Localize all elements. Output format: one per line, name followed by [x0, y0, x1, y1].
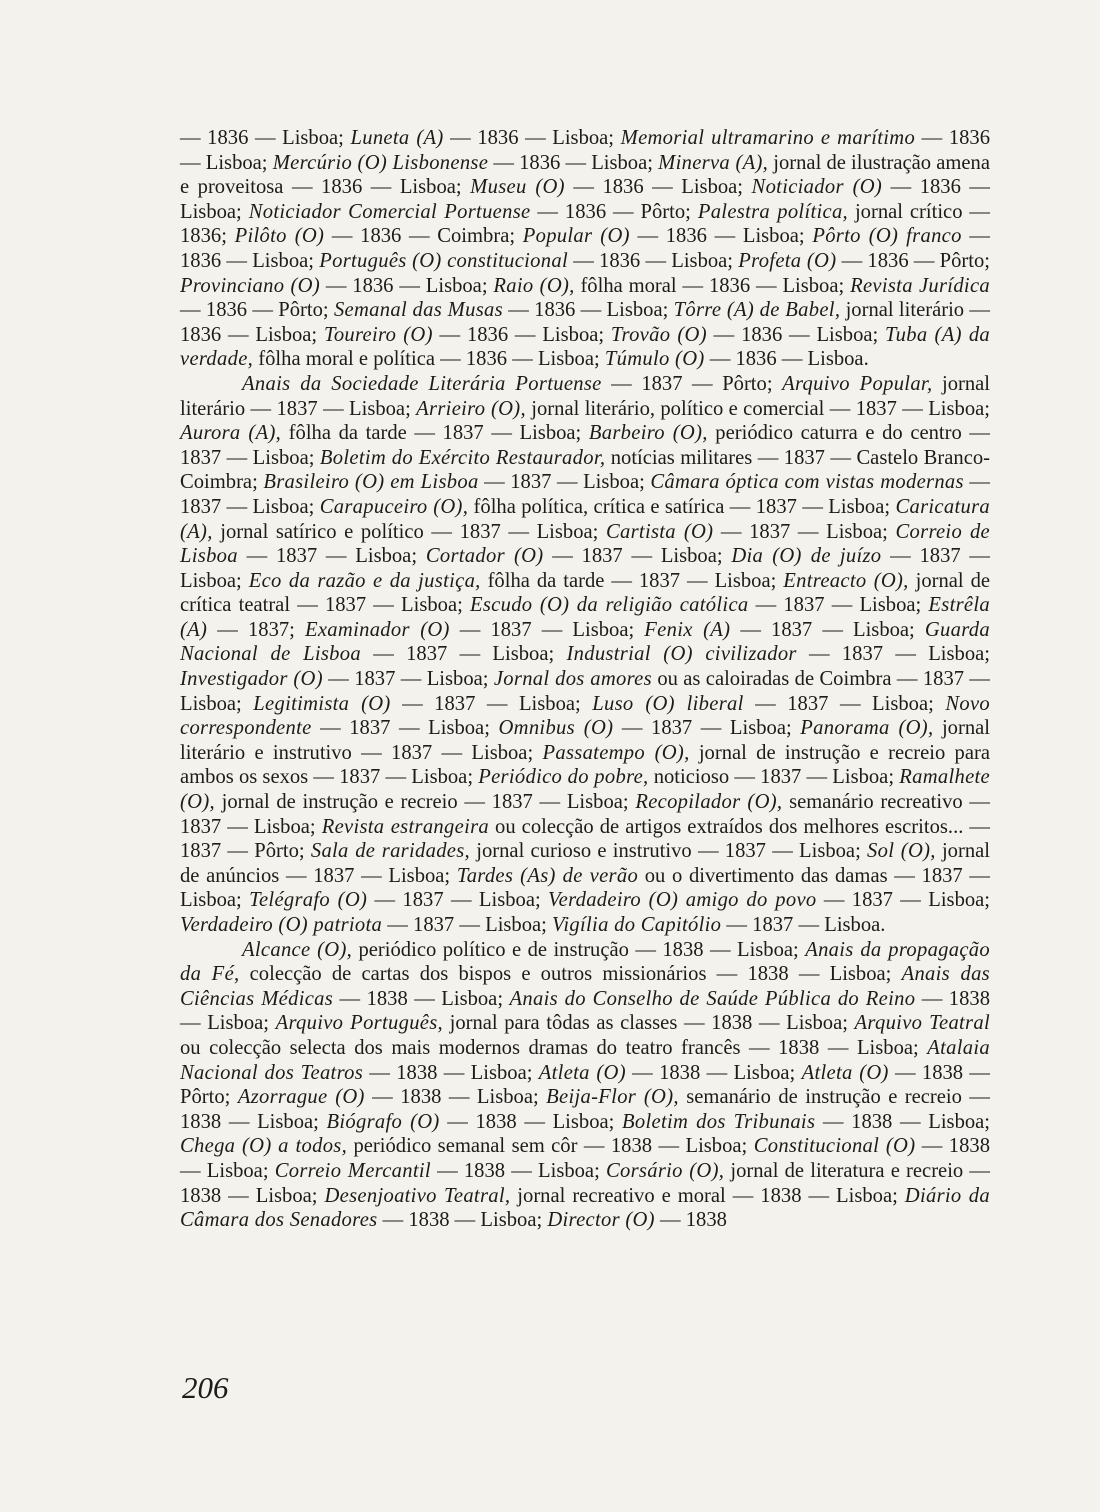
periodical-title: Verdadeiro (O) amigo do povo [548, 889, 817, 912]
periodical-title: Azorrague (O) [237, 1086, 365, 1109]
periodical-title: Sala de raridades, [310, 840, 471, 863]
entry-text: — 1837 — Lisboa; [180, 545, 991, 592]
periodical-title: Cortador (O) [425, 545, 544, 568]
entry-text: jornal de anúncios — 1837 — Lisboa; [180, 840, 990, 887]
periodical-title: Chega (O) a todos, [180, 1135, 348, 1158]
entry-text: — 1836 — Coimbra; [324, 225, 523, 248]
periodical-title: Recopilador (O), [635, 791, 783, 814]
entry-text: — 1837 — Lisboa. [721, 914, 886, 936]
periodical-title: Correio de Lisboa [180, 520, 991, 568]
paragraph-1838 [180, 938, 990, 1233]
periodical-title: Boletim dos Tribunais [622, 1110, 816, 1133]
periodical-title: Arrieiro (O), [416, 397, 526, 420]
periodical-title: Omnibus (O) [498, 717, 614, 740]
periodical-title: Legitimista (O) [253, 692, 391, 715]
entry-text: — 1836 — Pôrto; [180, 299, 334, 322]
periodical-title: Noticiador (O) [751, 176, 883, 199]
periodical-title: Vigília do Capitólio [552, 914, 722, 936]
entry-text: jornal recreativo e moral — 1838 — Lisboa; [510, 1184, 905, 1207]
periodical-title: Beija-Flor (O), [546, 1086, 679, 1109]
periodical-title: Pilôto (O) [234, 225, 325, 248]
entry-text: — 1838 — Lisboa; [364, 1086, 547, 1109]
entry-text: semanário de instrução e recreio — 1838 — Lisboa; [180, 1086, 991, 1133]
entry-text: fôlha moral e política — 1836 — Lisboa; [253, 348, 605, 371]
entry-text: fôlha da tarde — 1837 — Lisboa; [480, 569, 784, 592]
periodical-title: Popular (O) [522, 225, 630, 248]
entry-text: jornal literário, político e comercial — 1837 — Lisboa; [525, 397, 990, 420]
periodical-title: Atalaia Nacional dos Teatros [180, 1036, 990, 1084]
entry-text: periódico caturra e do centro — 1837 — Lisboa; [180, 422, 990, 469]
entry-text: periódico semanal sem côr — 1838 — Lisboa; [347, 1135, 754, 1158]
periodical-title: Pôrto (O) franco [812, 225, 962, 248]
periodical-title: Sol (O), [867, 840, 936, 863]
entry-text: — 1836 — Lisboa; [180, 176, 990, 223]
entry-text: — 1836 — Pôrto; [530, 200, 698, 223]
periodical-title: Câmara óptica com vistas modernas [650, 471, 964, 494]
entry-text: jornal de instrução e recreio para ambos os sexos — 1837 — Lisboa; [180, 741, 990, 789]
entry-text: — 1837 — Lisboa; [382, 914, 553, 936]
entry-text: — 1836 — Lisboa; [180, 127, 351, 149]
periodical-title: Biógrafo (O) [326, 1110, 440, 1133]
periodical-title: Anais das Ciências Médicas [180, 963, 990, 1010]
periodical-title: Novo correspondente [180, 692, 990, 740]
periodical-title: Minerva (A), [658, 151, 769, 174]
periodical-title: Arquivo Português, [275, 1012, 443, 1035]
entry-text: — 1837 — Lisboa; [613, 717, 801, 740]
paragraph-1837 [180, 372, 990, 938]
periodical-title: Corsário (O), [605, 1159, 725, 1182]
periodical-title: Cartista (O) [605, 520, 714, 543]
periodical-title: Caricatura (A), [180, 495, 991, 543]
entry-text: noticioso — 1837 — Lisboa; [648, 766, 900, 789]
periodical-title: Periódico do pobre, [478, 766, 649, 789]
entry-text: — 1837 — Lisboa; [180, 471, 990, 518]
periodical-title: Examinador (O) [304, 618, 450, 641]
entry-text: jornal literário — 1837 — Lisboa; [180, 372, 991, 420]
entry-text: — 1838 — Lisboa; [377, 1209, 548, 1232]
entry-text: — 1837 — Lisboa; [322, 668, 494, 691]
entry-text: ou as caloiradas de Coimbra — 1837 — Lisboa; [180, 668, 990, 715]
periodical-title: Telégrafo (O) [249, 889, 368, 912]
periodical-title: Noticiador Comercial Portuense [248, 200, 531, 223]
periodical-title: Passatempo (O), [542, 741, 690, 764]
periodical-title: Arquivo Popular, [782, 372, 933, 395]
entry-text: — 1837 — Lisboa; [449, 618, 645, 641]
periodical-title: Brasileiro (O) em Lisboa [263, 471, 479, 494]
periodical-title: Aurora (A), [180, 422, 282, 445]
periodical-title: Memorial ultramarino e marítimo [620, 127, 916, 149]
periodical-title: Investigador (O) [180, 668, 323, 691]
entry-text: ou o divertimento das damas — 1837 — Lisboa; [180, 864, 990, 912]
entry-text: fôlha política, crítica e satírica — 1837 — Lisboa; [468, 495, 896, 518]
entry-text: jornal de instrução e recreio — 1837 — Lisboa; [214, 791, 636, 814]
periodical-title: Anais do Conselho de Saúde Pública do Reino [509, 987, 916, 1010]
entry-text: — 1836 — Pôrto; [836, 249, 990, 272]
entry-text: — 1837 — Lisboa; [237, 545, 426, 568]
entry-text: jornal satírico e político — 1837 — Lisboa; [212, 520, 606, 543]
periodical-title: Eco da razão e da justiça, [248, 569, 481, 592]
periodical-title: Diário da Câmara dos Senadores [180, 1184, 990, 1232]
entry-text: — 1838 — Lisboa; [333, 987, 510, 1010]
periodical-title: Boletim do Exército Restaurador, [319, 446, 606, 469]
periodical-title: Correio Mercantil [274, 1159, 431, 1182]
periodical-title: Desenjoativo Teatral, [324, 1184, 511, 1207]
entry-text: — 1838 — Lisboa; [815, 1110, 991, 1133]
periodical-title: Director (O) [547, 1209, 655, 1232]
periodical-title: Jornal dos amores [493, 668, 652, 691]
periodical-title: Panorama (O), [800, 717, 934, 740]
periodical-title: Anais da Sociedade Literária Portuense [242, 372, 602, 395]
periodical-title: Entreacto (O), [783, 569, 909, 592]
periodical-title: Luso (O) liberal [592, 692, 744, 715]
periodical-title: Museu (O) [470, 176, 565, 199]
periodical-title: Revista estrangeira [321, 815, 489, 838]
periodical-title: Profeta (O) [738, 249, 837, 272]
entry-text: jornal de ilustração amena e proveitosa — 1836 — Lisboa; [180, 151, 990, 199]
entry-text: — 1836 — Lisboa; [319, 274, 494, 297]
entry-text: — 1837 — Lisboa; [390, 692, 593, 715]
periodical-title: Escudo (O) da religião católica [469, 594, 749, 617]
page-number: 206 [182, 1370, 229, 1405]
entry-text: — 1838 — Lisboa; [625, 1061, 802, 1084]
entry-text: — 1836 — Lisboa; [706, 323, 886, 346]
entry-text: jornal literário — 1836 — Lisboa; [180, 299, 990, 346]
entry-text: — 1837 — Lisboa; [360, 643, 567, 666]
entry-text: fôlha moral — 1836 — Lisboa; [574, 274, 851, 297]
periodical-title: Revista Jurídica [850, 274, 990, 297]
entry-text: — 1836 — Lisboa; [180, 225, 990, 272]
entry-text: — 1837 — Lisboa; [816, 889, 991, 912]
entry-text: — 1837 — Lisboa; [713, 520, 896, 543]
periodical-title: Industrial (O) civilizador [566, 643, 797, 666]
paragraph-1836 [180, 126, 990, 372]
periodical-title: Atleta (O) [538, 1061, 626, 1084]
periodical-title: Provinciano (O) [180, 274, 320, 297]
entry-text: — 1836 — Lisboa; [443, 127, 621, 149]
entry-text: — 1838 — Lisboa; [430, 1159, 606, 1182]
periodical-title: Palestra política, [697, 200, 849, 223]
entry-text: — 1836 — Lisboa; [488, 151, 659, 174]
periodical-title: Português (O) constitucional [319, 249, 568, 272]
periodical-title: Alcance (O), [242, 938, 353, 961]
periodical-title: Arquivo Teatral [854, 1012, 990, 1035]
entry-text: jornal curioso e instrutivo — 1837 — Lisboa; [470, 840, 868, 863]
entry-text: colecção de cartas dos bispos e outros missionários — 1838 — Lisboa; [239, 963, 902, 986]
entry-text: jornal de literatura e recreio — 1838 — Lisboa; [180, 1159, 990, 1207]
entry-text: — 1836 — Lisboa; [629, 225, 813, 248]
entry-text: — 1837 — Lisboa; [478, 471, 651, 494]
entry-text: jornal crítico — 1836; [180, 200, 991, 248]
entry-text: — 1838 — Lisboa; [439, 1110, 623, 1133]
periodical-title: Carapuceiro (O), [319, 495, 469, 518]
entry-text: — 1837 — Lisboa; [743, 692, 946, 715]
entry-text: — 1836 — Lisboa; [568, 249, 739, 272]
entry-text: ou colecção de artigos extraídos dos melhores escritos... — 1837 — Pôrto; [180, 815, 991, 863]
entry-text: — 1837 — Pôrto; [601, 372, 783, 395]
entry-text: — 1837 — Lisboa; [367, 889, 549, 912]
entry-text: jornal para tôdas as classes — 1838 — Lisboa; [443, 1012, 855, 1035]
entry-text: — 1838 — Pôrto; [180, 1061, 991, 1109]
entry-text: — 1836 — Lisboa; [180, 127, 991, 174]
entry-text: — 1836 — Lisboa; [502, 299, 674, 322]
entry-text: — 1838 — Lisboa; [363, 1061, 539, 1084]
periodical-title: Barbeiro (O), [588, 422, 708, 445]
entry-text: — 1838 [654, 1209, 727, 1232]
entry-text: periódico político e de instrução — 1838 — Lisboa; [352, 938, 806, 961]
entry-text: semanário recreativo — 1837 — Lisboa; [180, 791, 991, 838]
periodical-title: Estrêla (A) [180, 594, 990, 641]
entry-text: — 1837 — Lisboa; [796, 643, 990, 666]
periodical-title: Túmulo (O) [604, 348, 705, 371]
entry-text: jornal literário e instrutivo — 1837 — Lisboa; [180, 717, 990, 764]
periodical-title: Toureiro (O) [323, 323, 433, 346]
periodical-title: Mercúrio (O) Lisbonense [272, 151, 489, 174]
entry-text: — 1837; [207, 618, 305, 641]
periodical-title: Semanal das Musas [333, 299, 503, 322]
entry-text: jornal de crítica teatral — 1837 — Lisboa; [180, 569, 991, 617]
periodical-title: Raio (O), [493, 274, 575, 297]
entry-text: ou colecção selecta dos mais modernos dramas do teatro francês — 1838 — Lisboa; [180, 1036, 928, 1059]
entry-text: — 1837 — Lisboa; [311, 717, 499, 740]
periodical-title: Fenix (A) [644, 618, 731, 641]
entry-text: — 1837 — Lisboa; [748, 594, 929, 617]
periodical-title: Verdadeiro (O) patriota [180, 914, 383, 936]
entry-text: — 1838 — Lisboa; [180, 987, 990, 1035]
entry-text: fôlha da tarde — 1837 — Lisboa; [281, 422, 589, 445]
periodical-title: Anais da propagação da Fé, [180, 938, 990, 986]
entry-text: — 1837 — Lisboa; [730, 618, 925, 641]
periodical-title: Tardes (As) de verão [456, 864, 639, 887]
entry-text: notícias militares — 1837 — Castelo Branco-Coimbra; [180, 446, 990, 494]
periodical-title: Luneta (A) [350, 127, 444, 149]
entry-text: — 1837 — Lisboa; [543, 545, 732, 568]
periodical-title: Tuba (A) da verdade, [180, 323, 991, 371]
periodical-title: Atleta (O) [801, 1061, 889, 1084]
entry-text: — 1836 — Lisboa. [704, 348, 869, 371]
entry-text: — 1838 — Lisboa; [180, 1135, 990, 1182]
periodical-title: Constitucional (O) [753, 1135, 916, 1158]
periodical-title: Ramalhete (O), [180, 766, 991, 814]
periodical-title: Trovão (O) [610, 323, 707, 346]
periodical-title: Tôrre (A) de Babel, [673, 299, 841, 322]
entry-text: — 1836 — Lisboa; [564, 176, 752, 199]
periodical-title: Guarda Nacional de Lisboa [180, 618, 990, 666]
periodical-title: Dia (O) de juízo [731, 545, 882, 568]
entry-text: — 1836 — Lisboa; [432, 323, 611, 346]
bibliography-text [180, 126, 990, 1233]
